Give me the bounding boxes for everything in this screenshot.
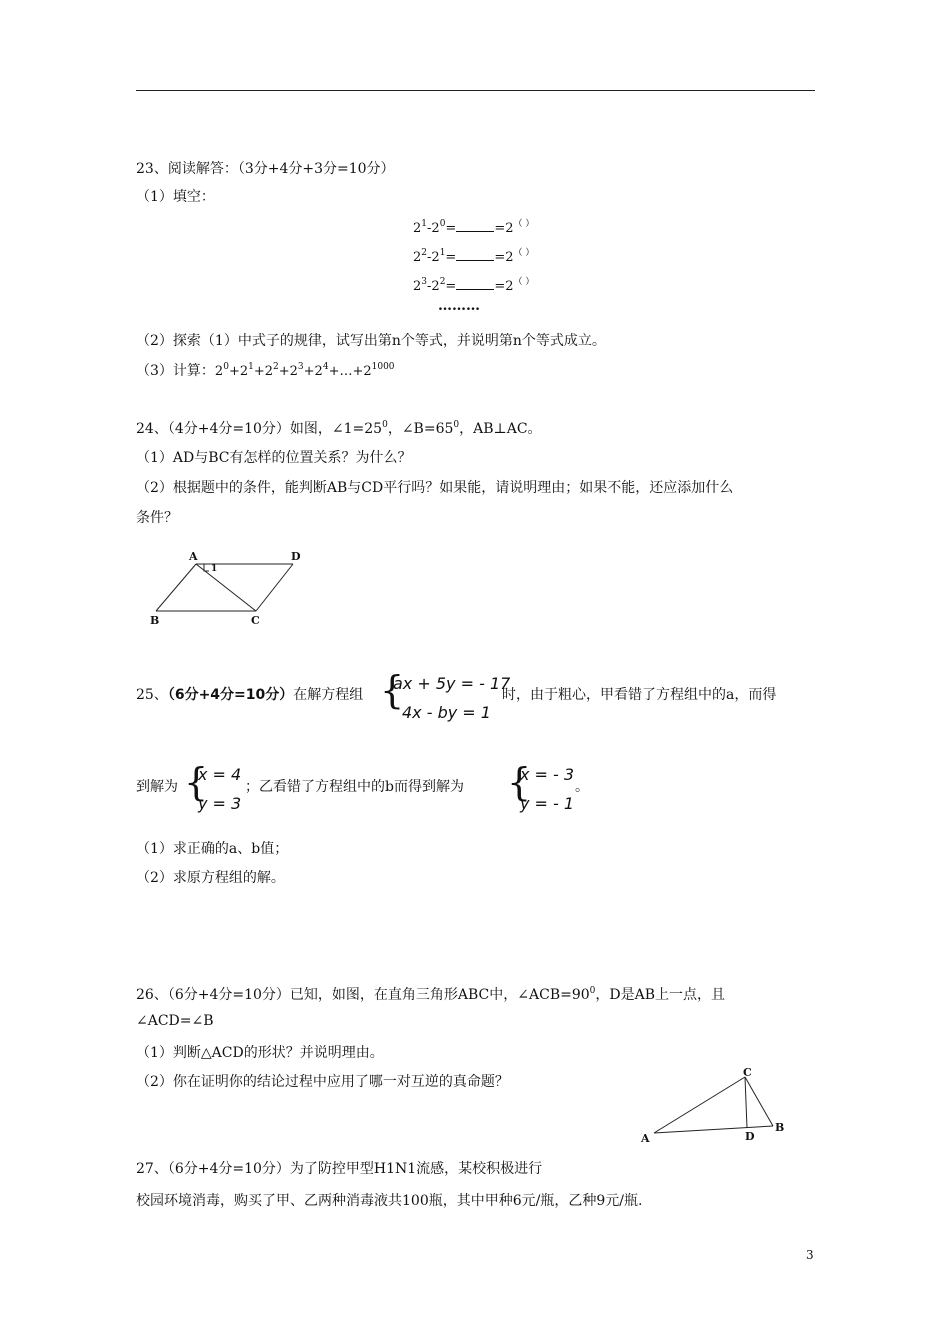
q24-part1: （1）AD与BC有怎样的位置关系？为什么？ (136, 450, 412, 466)
q26-part1: （1）判断△ACD的形状？并说明理由。 (136, 1045, 384, 1061)
header-rule (136, 90, 815, 91)
segment-ab (156, 564, 196, 611)
angle-mark (204, 564, 209, 571)
label-d: D (745, 1130, 755, 1143)
q25-text-b: 时，由于粗心，甲看错了方程组中的a，而得 (502, 687, 777, 703)
segment-cd (745, 1077, 747, 1128)
label-d: D (291, 550, 301, 563)
q26-figure (640, 1064, 790, 1146)
label-a: A (641, 1132, 650, 1145)
answer-blank[interactable] (456, 277, 494, 290)
label-angle-1: 1 (211, 564, 218, 574)
q23-eq-1: $2^1-2^0= =2^{( )}$ (413, 219, 535, 236)
answer-blank[interactable] (456, 219, 494, 232)
solution-2-y: y = - 1 (520, 794, 575, 813)
q27-line2: 校园环境消毒，购买了甲、乙两种消毒液共100瓶，其中甲种6元/瓶，乙种9元/瓶. (136, 1193, 643, 1209)
q25-text-c: 到解为 (136, 779, 178, 795)
q26-part2: （2）你在证明你的结论过程中应用了哪一对互逆的真命题？ (136, 1074, 509, 1090)
label-c: C (251, 614, 260, 627)
label-b: B (775, 1121, 785, 1134)
q25-part1: （1）求正确的a、b值； (136, 841, 289, 857)
q23-title: 23、阅读解答：（3分+4分+3分=10分） (136, 161, 395, 177)
system-eq-1: ax + 5y = - 17 (393, 674, 511, 693)
solution-1-y: y = 3 (198, 794, 242, 813)
q25-text-e: 。 (575, 779, 589, 795)
system-brace: { (380, 668, 405, 712)
q23-eq-2: $2^2-2^1= =2^{( )}$ (413, 248, 535, 265)
q27-title: 27、（6分+4分=10分）为了防控甲型H1N1流感，某校积极进行 (136, 1161, 543, 1177)
q23-part1: （1）填空： (136, 189, 215, 205)
q23-eq-3: $2^3-2^2= =2^{( )}$ (413, 277, 535, 294)
solution-1-x: x = 4 (198, 765, 242, 784)
q23-part2: （2）探索（1）中式子的规律，试写出第n个等式，并说明第n个等式成立。 (136, 333, 606, 349)
label-c: C (743, 1066, 752, 1079)
segment-ab (654, 1126, 773, 1133)
q24-title: 24、（4分+4分=10分）如图，$\angle 1=25^0$，$\angle B=65^0$，AB⊥AC。 (136, 420, 542, 437)
segment-dc (256, 564, 293, 611)
q25-part2: （2）求原方程组的解。 (136, 870, 285, 886)
solution-brace-2: { (507, 760, 532, 804)
answer-blank[interactable] (456, 248, 494, 261)
q25-text-d: ；乙看错了方程组中的b而得到解为 (245, 779, 464, 795)
q24-part2: （2）根据题中的条件，能判断AB与CD平行吗？如果能，请说明理由；如果不能，还应添加什么 (136, 480, 734, 496)
solution-brace-1: { (184, 760, 209, 804)
label-a: A (189, 550, 198, 563)
page-number: 3 (806, 1248, 814, 1262)
q23-part3: （3）计算：$2^0+2^1+2^2+2^3+2^4+\dots+2^{1000}$ (136, 362, 395, 379)
q26-title: 26、（6分+4分=10分）已知，如图，在直角三角形ABC中，$\angle ACB=90^0$，D是AB上一点，且 (136, 986, 726, 1003)
system-eq-2: 4x - by = 1 (402, 703, 491, 722)
q26-line2: ∠ACD=∠B (136, 1013, 214, 1029)
label-b: B (150, 614, 160, 627)
q24-part2-cont: 条件？ (136, 510, 178, 526)
q25-intro: 25、（6分+4分=10分）在解方程组 (136, 687, 364, 703)
q23-dots: ……… (438, 298, 480, 314)
segment-ac (654, 1077, 745, 1133)
solution-2-x: x = - 3 (520, 765, 575, 784)
segment-cb (745, 1077, 773, 1126)
